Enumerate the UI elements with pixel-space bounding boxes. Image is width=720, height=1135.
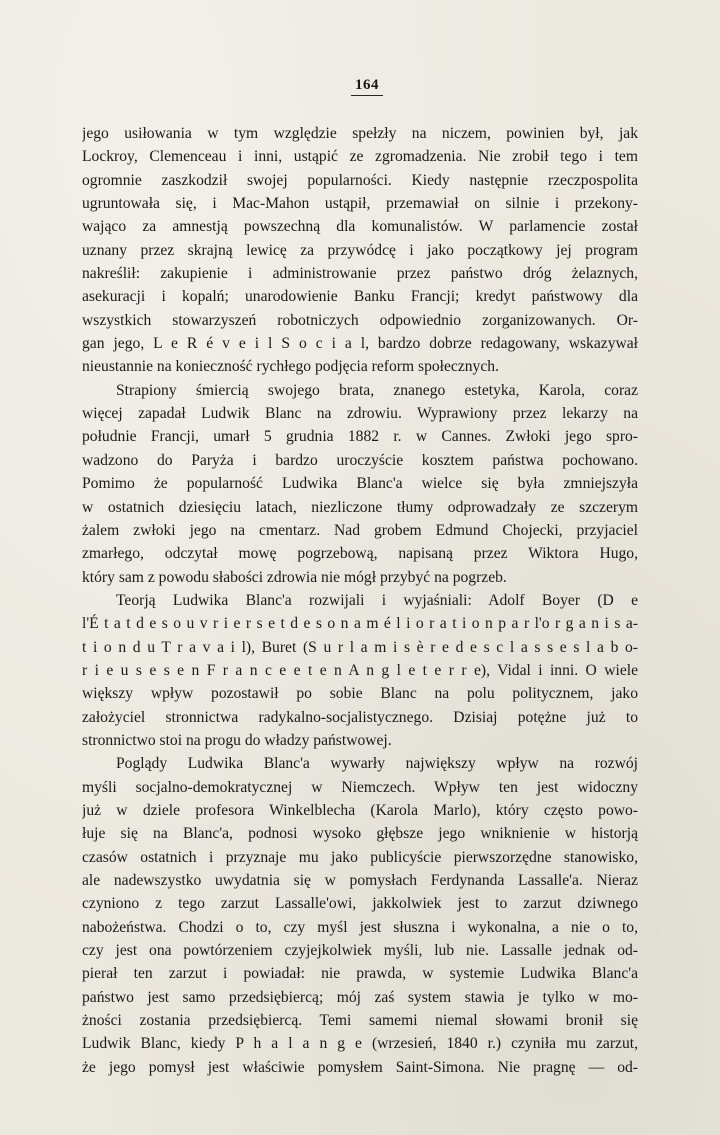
text-line: wszystkich stowarzyszeń robotniczych odpowiednio zorganizowanych. Or- xyxy=(82,311,638,329)
text-line: łuje się na Blanc'a, podnosi wysoko głębsze jego wniknienie w historją xyxy=(82,825,638,843)
text-line: uznany przez skrajną lewicę za przywódcę i jako początkowy jej program xyxy=(82,241,638,259)
text-line: jego usiłowania w tym względzie spełzły na niczem, powinien był, jak xyxy=(82,125,638,142)
text-line: południe Francji, umarł 5 grudnia 1882 r. w Cannes. Zwłoki jego spro- xyxy=(82,428,638,446)
text-line: l'É t a t d e s o u v r i e r s e t d e s o n a m é l i o r a t i o n p a r l'o r g a n i s a- xyxy=(82,615,638,633)
text-line: nabożeństwa. Chodzi o to, czy myśl jest słuszna i wykonalna, a nie o to, xyxy=(82,918,638,936)
text-line: r i e u s e s e n F r a n c e e t e n A n g l e t e r r e), Vidal i inni. O wiele xyxy=(82,661,638,679)
text-line: żalem zwłoki jego na cmentarz. Nad grobem Edmund Chojecki, przyjaciel xyxy=(82,521,638,539)
text-line: nakreślił: zakupienie i administrowanie przez państwo dróg żelaznych, xyxy=(82,265,638,283)
text-line: Ludwik Blanc, kiedy P h a l a n g e (wrzesień, 1840 r.) czyniła mu zarzut, xyxy=(82,1035,638,1053)
text-line: czasów ostatnich i przyznaje mu jako publicyście pierwszorzędne stanowisko, xyxy=(82,848,638,866)
text-line: wająco za amnestją powszechną dla komunalistów. W parlamencie został xyxy=(82,218,638,236)
text-line: większy wpływ pozostawił po sobie Blanc na polu politycznem, jako xyxy=(82,685,638,703)
text-line: już w dziele profesora Winkelblecha (Karola Marlo), który często powo- xyxy=(82,801,638,819)
text-line: zmarłego, odczytał mowę pogrzebową, napisaną przez Wiktora Hugo, xyxy=(82,545,638,563)
text-line: ogromnie zaszkodził swojej popularności. Kiedy następnie rzeczpospolita xyxy=(82,171,638,189)
text-line: ugruntowała się, i Mac-Mahon ustąpił, przemawiał on silnie i przekony- xyxy=(82,195,638,213)
text-line: Lockroy, Clemenceau i inni, ustąpić ze zgromadzenia. Nie zrobił tego i tem xyxy=(82,148,638,166)
text-line: państwo jest samo przedsiębiercą; mój zaś system stawia je tylko w mo- xyxy=(82,988,638,1006)
text-line: że jego pomysł jest właściwie pomysłem Saint-Simona. Nie pragnę — od- xyxy=(82,1058,638,1076)
text-line: założyciel stronnictwa radykalno-socjalistycznego. Dzisiaj potężne już to xyxy=(82,708,638,726)
text-line: Teorją Ludwika Blanc'a rozwijali i wyjaśniali: Adolf Boyer (D e xyxy=(116,591,638,609)
text-line: który sam z powodu słabości zdrowia nie mógł przybyć na pogrzeb. xyxy=(82,568,507,586)
text-line: Poglądy Ludwika Blanc'a wywarły największy wpływ na rozwój xyxy=(116,755,638,773)
text-line: pierał ten zarzut i powiadał: nie prawda, w systemie Ludwika Blanc'a xyxy=(82,965,638,983)
text-line: czy jest ona powtórzeniem czyjejkolwiek myśli, lub nie. Lassalle jednak od- xyxy=(82,942,638,960)
text-line: asekuracji i kopalń; unarodowienie Banku Francji; kredyt państwowy dla xyxy=(82,288,638,306)
text-line: Strapiony śmiercią swojego brata, znanego estetyka, Karola, coraz xyxy=(116,381,638,399)
text-line: Pomimo że popularność Ludwika Blanc'a wielce się była zmniejszyła xyxy=(82,475,638,493)
text-line: myśli socjalno-demokratycznej w Niemczech. Wpływ ten jest widoczny xyxy=(82,778,638,796)
text-line: nieustannie na konieczność rychłego podjęcia reform społecznych. xyxy=(82,358,499,376)
text-line: w ostatnich dziesięciu latach, niezliczone tłumy odprowadzały ze szczerym xyxy=(82,498,638,516)
text-line: żności zostania przedsiębiercą. Temi samemi niemal słowami bronił się xyxy=(82,1012,638,1030)
text-line: stronnictwo stoi na progu do władzy państwowej. xyxy=(82,731,392,749)
text-line: czyniono z tego zarzut Lassalle'owi, jakkolwiek jest to zarzut dziwnego xyxy=(82,895,638,913)
text-line: t i o n d u T r a v a i l), Buret (S u r l a m i s è r e d e s c l a s s e s l a b o- xyxy=(82,638,638,656)
text-line: ale nadewszystko uwydatnia się w pomysłach Ferdynanda Lassalle'a. Nieraz xyxy=(82,872,638,889)
body-text xyxy=(82,122,638,1079)
text-line: wadzono do Paryża i bardzo uroczyście kosztem państwa pochowano. xyxy=(82,451,638,469)
page-number-text: 164 xyxy=(351,77,383,96)
page-number xyxy=(0,77,720,96)
text-line: gan jego, L e R é v e i l S o c i a l, bardzo dobrze redagowany, wskazywał xyxy=(82,335,638,353)
text-line: więcej zapadał Ludwik Blanc na zdrowiu. Wyprawiony przez lekarzy na xyxy=(82,405,638,423)
